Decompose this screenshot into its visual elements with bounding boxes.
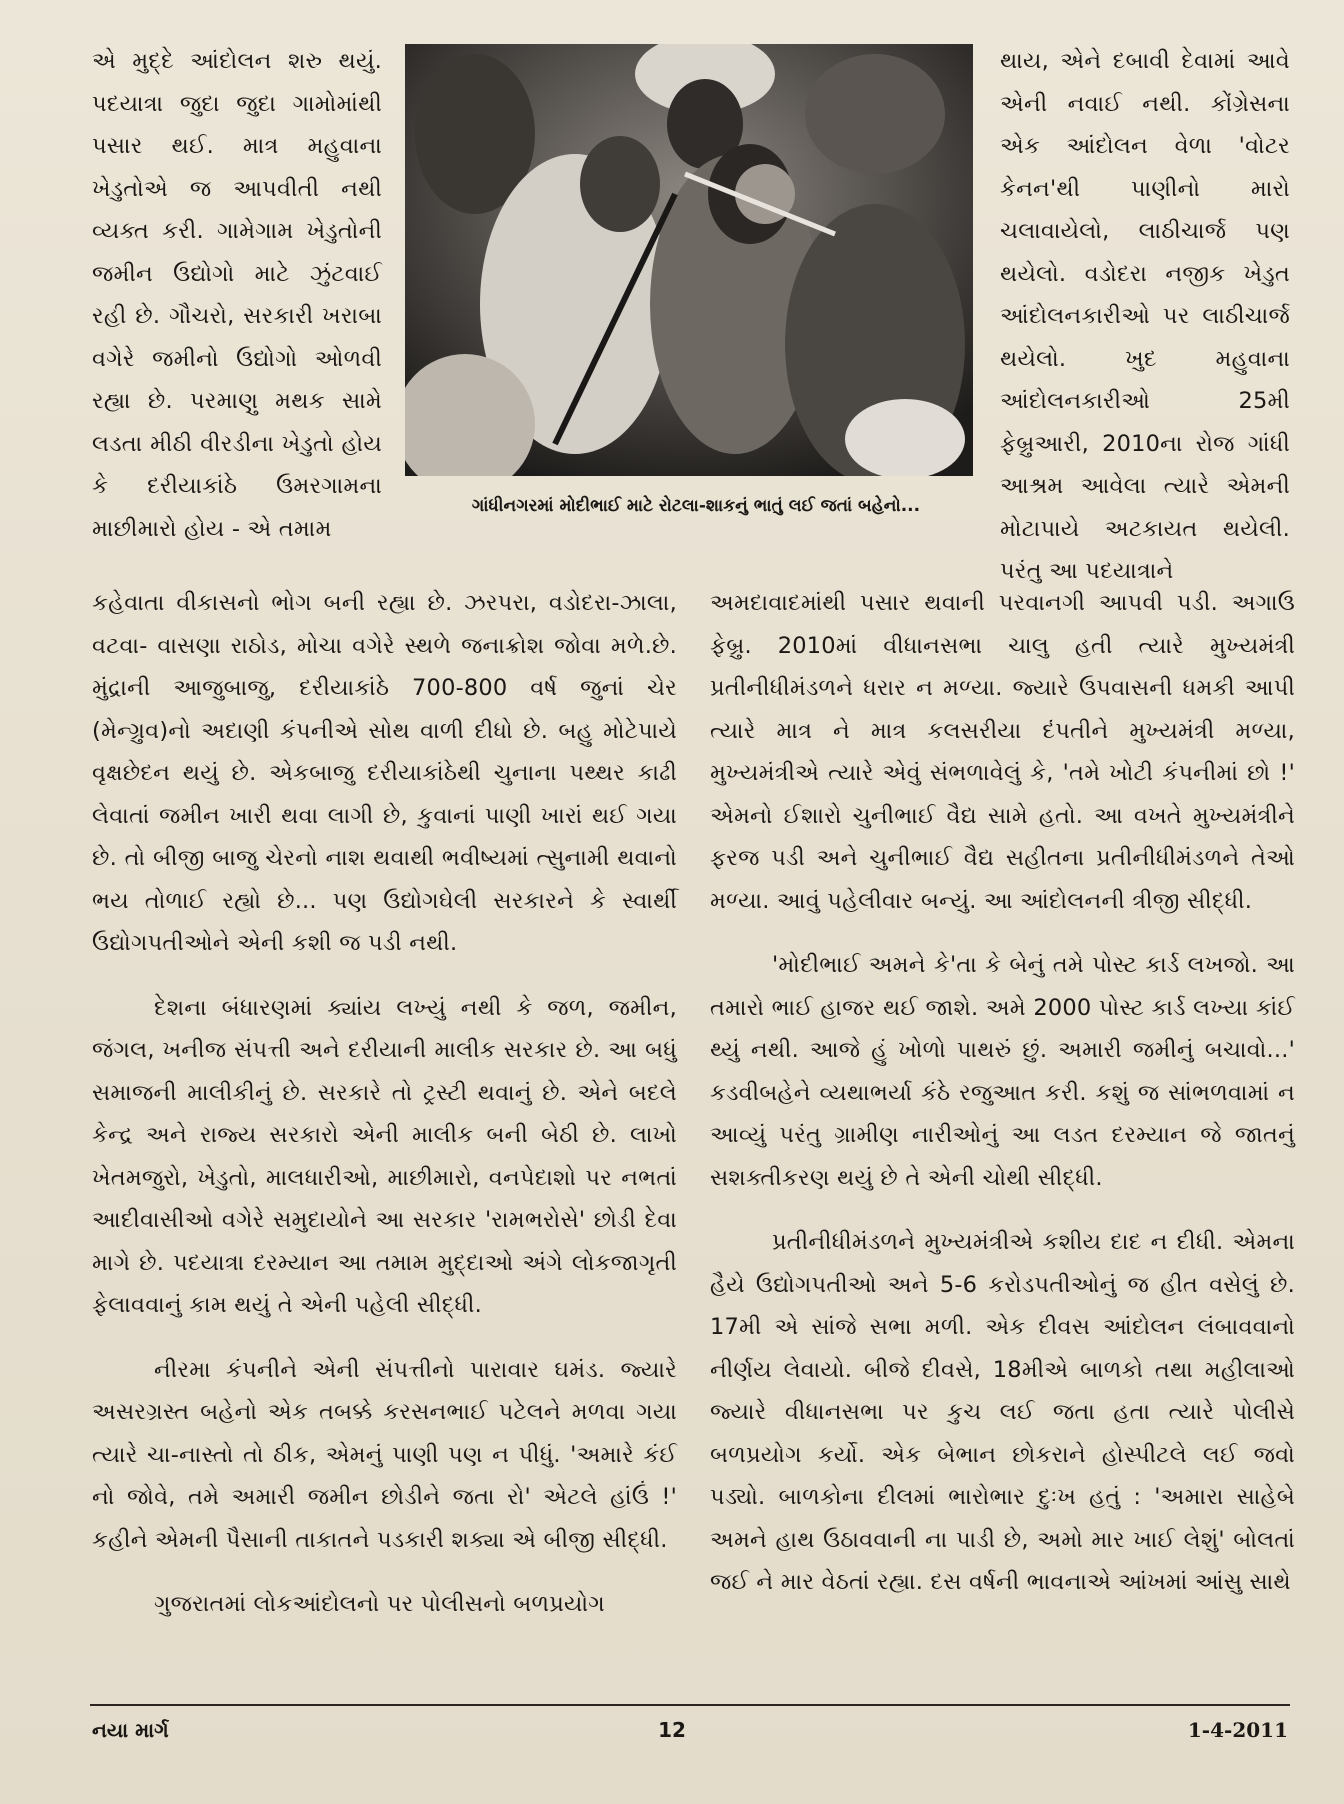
left-side-column [92,40,382,550]
paragraph: દેશના બંધારણમાં ક્યાંય લખ્યું નથી કે જળ, જમીન, જંગલ, ખનીજ સંપત્તી અને દરીયાની માલીક સરકાર છે. આ બધું સમાજની માલીકીનું છે. સરકારે તો ટ્રસ્ટી થવાનું છે. એને બદલે કેન્દ્ર અને રાજ્ય સરકારો એની માલીક બની બેઠી છે. લાખો ખેતમજુરો, ખેડુતો, માલધારીઓ, માછીમારો, વનપેદાશો પર નભતાં આદીવાસીઓ વગેરે સમુદાયોને આ સરકાર 'રામભરોસે' છોડી દેવા માગે છે. પદયાત્રા દરમ્યાન આ તમામ મુદ્દાઓ અંગે લોકજાગૃતી ફેલાવવાનું કામ થયું તે એની પહેલી સીદ્ધી. [92,994,677,1318]
paragraph: અમદાવાદમાંથી પસાર થવાની પરવાનગી આપવી પડી. અગાઉ ફેબ્રુ. 2010માં વીધાનસભા ચાલુ હતી ત્યારે મુખ્યમંત્રી પ્રતીનીધીમંડળને ધરાર ન મળ્યા. જ્યારે ઉપવાસની ધમકી આપી ત્યારે માત્ર ને માત્ર કલસરીયા દંપતીને મુખ્યમંત્રી મળ્યા, મુખ્યમંત્રીએ ત્યારે એવું સંભળાવેલું કે, 'તમે ખોટી કંપનીમાં છો !' એમનો ઈશારો ચુનીભાઈ વૈદ્ય સામે હતો. આ વખતે મુખ્યમંત્રીને ફરજ પડી અને ચુનીભાઈ વૈદ્ય સહીતના પ્રતીનીધીમંડળને તેઓ મળ્યા. આવું પહેલીવાર બન્યું. આ આંદોલનની ત્રીજી સીદ્ધી. [710,590,1295,914]
footer-divider [90,1704,1290,1706]
paragraph: પ્રતીનીધીમંડળને મુખ્યમંત્રીએ કશીય દાદ ન દીધી. એમના હૈયે ઉદ્યોગપતીઓ અને 5-6 કરોડપતીઓનું જ હીત વસેલું છે. 17મી એ સાંજે સભા મળી. એક દીવસ આંદોલન લંબાવવાનો નીર્ણય લેવાયો. બીજે દીવસે, 18મીએ બાળકો તથા મહીલાઓ જ્યારે વીધાનસભા પર કુચ લઈ જતા હતા ત્યારે પોલીસે બળપ્રયોગ કર્યો. એક બેભાન છોકરાને હોસ્પીટલે લઈ જવો પડ્યો. બાળકોના દીલમાં ભારોભાર દુઃખ હતું : 'અમારા સાહેબે અમને હાથ ઉઠાવવાની ના પાડી છે, અમો માર ખાઈ લેશું' બોલતાં જઈ ને માર વેઠતાં રહ્યા. દસ વર્ષની ભાવનાએ આંખમાં આંસુ સાથે [710,1229,1295,1595]
paragraph: નીરમા કંપનીને એની સંપત્તીનો પારાવાર ઘમંડ. જ્યારે અસરગ્રસ્ત બહેનો એક તબક્કે કરસનભાઈ પટેલને મળવા ગયા ત્યારે ચા-નાસ્તો તો ઠીક, એમનું પાણી પણ ન પીધું. 'અમારે કંઈ નો જોવે, તમે અમારી જમીન છોડીને જતા રો' એટલે હાંઉં !' કહીને એમની પૈસાની તાકાતને પડકારી શક્યા એ બીજી સીદ્ધી. [92,1356,677,1553]
paragraph: 'મોદીભાઈ અમને કે'તા કે બેનું તમે પોસ્ટ કાર્ડ લખજો. આ તમારો ભાઈ હાજર થઈ જાશે. અમે 2000 પોસ્ટ કાર્ડ લખ્યા કાંઈ થ્યું નથી. આજે હું ખોળો પાથરું છું. અમારી જમીનું બચાવો...' કડવીબહેને વ્યથાભર્યા કંઠે રજુઆત કરી. કશું જ સાંભળવામાં ન આવ્યું પરંતુ ગ્રામીણ નારીઓનું આ લડત દરમ્યાન જે જાતનું સશક્તીકરણ થયું છે તે એની ચોથી સીદ્ધી. [710,952,1295,1191]
left-side-paragraph: એ મુદ્દે આંદોલન શરુ થયું. પદયાત્રા જુદા જુદા ગામોમાંથી પસાર થઈ. માત્ર મહુવાના ખેડુતોએ જ આપવીતી નથી વ્યક્ત કરી. ગામેગામ ખેડુતોની જમીન ઉદ્યોગો માટે ઝુંટવાઈ રહી છે. ગૌચરો, સરકારી ખરાબા વગેરે જમીનો ઉદ્યોગો ઓળવી રહ્યા છે. પરમાણુ મથક સામે લડતા મીઠી વીરડીના ખેડુતો હોય કે દરીયાકાંઠે ઉમરગામના માછીમારો હોય - એ તમામ [92,48,382,542]
paragraph: ગુજરાતમાં લોકઆંદોલનો પર પોલીસનો બળપ્રયોગ [154,1591,605,1617]
left-main-column [92,582,677,1626]
photo-caption: ગાંધીનગરમાં મોદીભાઈ માટે રોટલા-શાકનું ભાતું લઈ જતાં બહેનો... [471,496,921,516]
news-photo [405,44,973,476]
right-main-column [710,582,1295,1604]
right-side-column [1000,40,1290,593]
magazine-name: નયા માર્ગ [92,1718,169,1742]
paragraph: કહેવાતા વીકાસનો ભોગ બની રહ્યા છે. ઝરપરા, વડોદરા-ઝાલા, વટવા- વાસણા રાઠોડ, મોચા વગેરે સ્થળે જનાક્રોશ જોવા મળે.છે. મુંદ્રાની આજુબાજુ, દરીયાકાંઠે 700-800 વર્ષ જુનાં ચેર (મેન્ગ્રુવ)નો અદાણી કંપનીએ સોથ વાળી દીધો છે. બહુ મોટેપાયે વૃક્ષછેદન થયું છે. એકબાજુ દરીયાકાંઠેથી ચુનાના પથ્થર કાઢી લેવાતાં જમીન ખારી થવા લાગી છે, કુવાનાં પાણી ખારાં થઈ ગયા છે. તો બીજી બાજુ ચેરનો નાશ થવાથી ભવીષ્યમાં ત્સુનામી થવાનો ભય તોળાઈ રહ્યો છે... પણ ઉદ્યોગઘેલી સરકારને કે સ્વાર્થી ઉદ્યોગપતીઓને એની કશી જ પડી નથી. [92,590,677,956]
right-side-paragraph: થાય, એને દબાવી દેવામાં આવે એની નવાઈ નથી. કોંગ્રેસના એક આંદોલન વેળા 'વોટર કેનન'થી પાણીનો મારો ચલાવાયેલો, લાઠીચાર્જ પણ થયેલો. વડોદરા નજીક ખેડુત આંદોલનકારીઓ પર લાઠીચાર્જ થયેલો. ખુદ મહુવાના આંદોલનકારીઓ 25મી ફેબ્રુઆરી, 2010ના રોજ ગાંધી આશ્રમ આવેલા ત્યારે એમની મોટાપાયે અટકાયત થયેલી. પરંતુ આ પદયાત્રાને [1000,48,1290,584]
photo-illustration [405,44,973,476]
page-number: 12 [658,1718,686,1742]
issue-date: 1-4-2011 [1187,1718,1288,1742]
